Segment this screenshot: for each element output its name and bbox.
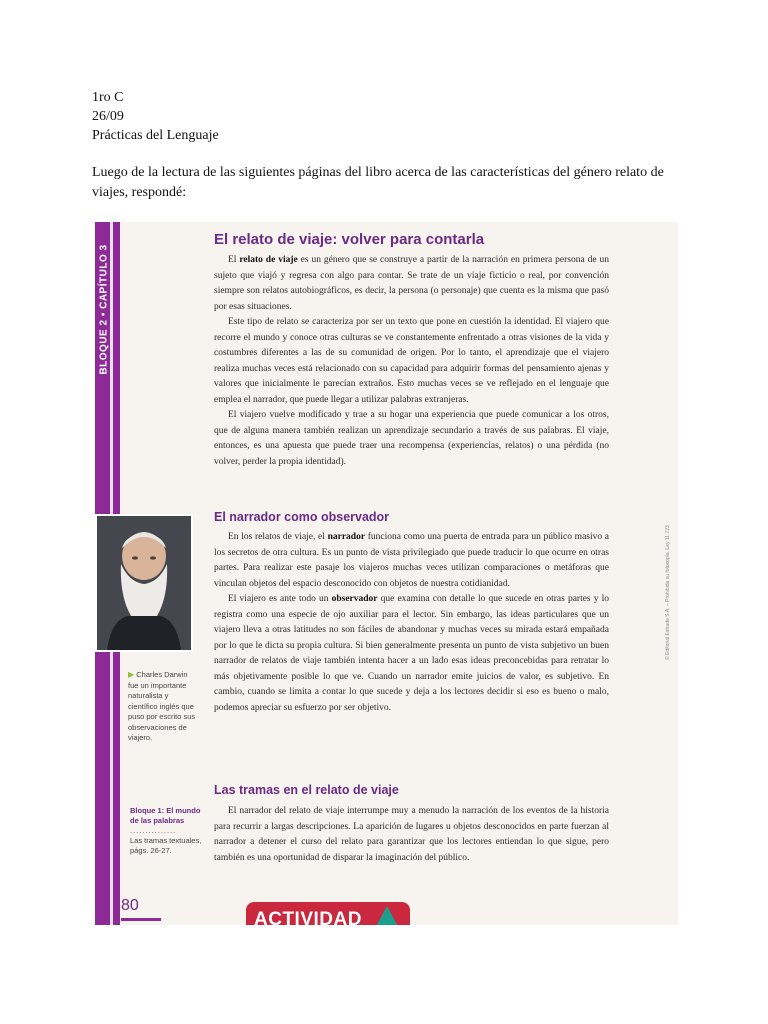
- cross-reference-divider: ...............: [130, 826, 177, 835]
- portrait-illustration: [97, 516, 191, 650]
- paragraph: El viajero vuelve modificado y trae a su hogar una experiencia que puede comunicar a los otros, que de alguna manera también realizan un aprendizaje secundario a través de sus palabras. El viaje, entonces, es una apuesta que puede traer una recompensa (experiencias, relatos) o una pérdida (no volver, perder la propia identidad).: [214, 410, 609, 467]
- page-number: 80: [121, 897, 139, 914]
- date-line: 26/09: [92, 109, 124, 124]
- section-heading-narrador: El narrador como observador: [214, 510, 390, 524]
- section-tramas-text: [214, 804, 609, 866]
- section-narrador-text: [214, 530, 609, 716]
- cross-reference-detail: Las tramas textuales, págs. 26-27.: [130, 836, 202, 855]
- cross-reference-box: [130, 806, 202, 856]
- paragraph: En los relatos de viaje, el narrador funciona como una puerta de entrada para un público masivo a los secretos de otra cultura. Es un punto de vista privilegiado que puede traducir lo que ocurre en otras partes. Para realizar este pasaje los viajeros muchas veces utilizan comparaciones o metáforas que vinculan objetos del espacio desconocido con objetos de nuestra cotidianidad.: [214, 532, 610, 589]
- caption-arrow-icon: ▶: [128, 670, 135, 679]
- darwin-portrait: [95, 514, 193, 652]
- paragraph: El narrador del relato de viaje interrumpe muy a menudo la narración de los eventos de la historia para recurrir a largas descripciones. La aparición de lugares u objetos desconocidos en parte fuerzan al narrador a detener el curso del relato para garantizar que los lectores entiendan lo que sigue, pero también es una oportunidad de disparar la imaginación del público.: [214, 806, 609, 863]
- section-heading-tramas: Las tramas en el relato de viaje: [214, 783, 399, 797]
- copyright-credit: © Editorial Estrada S.A. – Prohibida su fotocopia. Ley 11.723: [665, 525, 671, 660]
- portrait-caption: ▶ Charles Darwin fue un importante naturalista y científico inglés que puso por escrito sus observaciones de viajero.: [128, 670, 196, 742]
- paragraph: Este tipo de relato se caracteriza por ser un texto que pone en cuestión la identidad. El viajero que recorre el mundo y conoce otras culturas se ve constantemente enfrentado a otras visiones de la vida y costumbres diferentes a las de su comunidad de origen. Por lo tanto, el aprendizaje que el viajero realiza muchas veces está relacionado con su capacidad para adquirir formas del pensamiento ajenas y valores que inicialmente le parecían extraños. Esto muchas veces se ve reflejado en el lenguaje que emplea el narrador, que puede llegar a utilizar palabras extranjeras.: [214, 317, 609, 405]
- activity-label: ACTIVIDAD: [254, 909, 362, 925]
- section-intro-text: [214, 253, 609, 470]
- page-number-underline: [121, 918, 161, 921]
- page-title: El relato de viaje: volver para contarla: [214, 231, 485, 248]
- document-header: [92, 88, 219, 145]
- cross-reference-title: Bloque 1: El mundo de las palabras: [130, 806, 201, 825]
- paragraph: El viajero es ante todo un observador que examina con detalle lo que sucede en otras partes y lo registra como una especie de ojo auxiliar para el lector. Sin embargo, las ideas particulares que un viajero lleva a otras latitudes no son fáciles de abandonar y muchas veces su mirada estará empañada por lo que le dicta su propia cultura. Si bien generalmente presenta un punto de vista subjetivo un buen narrador de relatos de viaje también intenta hacer a un lado esas ideas preconcebidas para retratar lo más objetivamente posible lo que ve. Cuando un narrador emite juicios de valor, es subjetivo. En cambio, cuando se limita a contar lo que sucede y deja a los lectores decidir si eso es bueno o malo, podemos apreciar su esfuerzo por ser objetivo.: [214, 594, 609, 713]
- activity-triangle-icon: [373, 906, 401, 925]
- subject-line: Prácticas del Lenguaje: [92, 128, 219, 143]
- activity-banner: [246, 902, 410, 925]
- paragraph: El relato de viaje es un género que se construye a partir de la narración en primera persona de un sujeto que viajó y regresa con algo para contar. Se trate de un viaje ficticio o real, por convención siempre son relatos autobiográficos, es decir, la persona (o personaje) que cuenta es la misma que pasó por esas situaciones.: [214, 255, 609, 312]
- chapter-side-label: BLOQUE 2 • CAPÍTULO 3: [98, 244, 110, 375]
- book-page-scan: [95, 222, 678, 925]
- instructions-paragraph: Luego de la lectura de las siguientes páginas del libro acerca de las características del género relato de viajes, respondé:: [92, 165, 664, 200]
- class-line: 1ro C: [92, 90, 124, 105]
